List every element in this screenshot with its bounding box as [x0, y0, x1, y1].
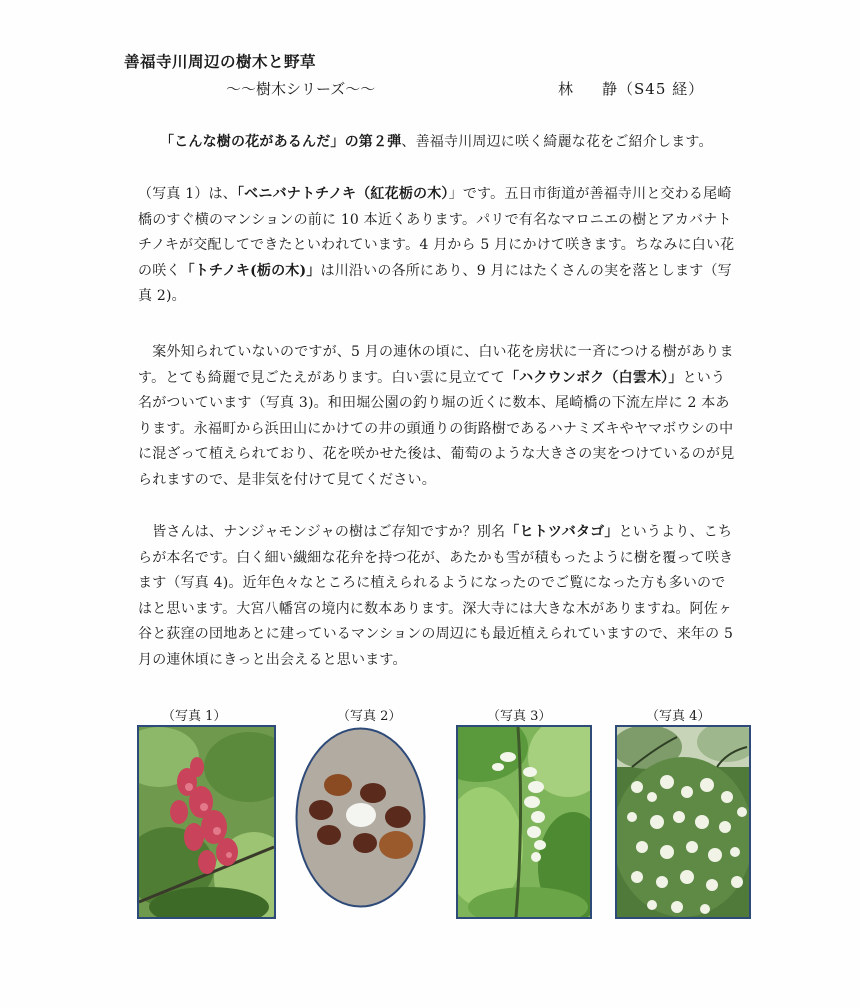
photo-4-label: （写真 4） [646, 709, 711, 724]
document-title: 善福寺川周辺の樹木と野草 [124, 52, 317, 71]
intro-text: 、善福寺川周辺に咲く綺麗な花をご紹介します。 [401, 134, 713, 150]
paragraph-hitotsubatago [138, 520, 738, 673]
paragraph-text: 」です。五日市街道が善福寺川と交わる尾崎橋のすぐ横のマンションの前に 10 本近くあります。パリで有名なマロニエの樹とアカバナトチノキが交配してできたといわれています。4 月から 5 月にかけて咲きます。ちなみに白い花の咲く [138, 186, 735, 279]
author-byline [558, 78, 704, 99]
paragraph-text: 案外知られていないのですが、5 月の連休の頃に、白い花を房状に一斉につける樹があります。とても綺麗で見ごたえがあります。白い雲に見立てて [138, 344, 734, 386]
paragraph-bold: 「ヒトツバタゴ」 [505, 524, 619, 540]
paragraph-text: （写真 1）は、 [138, 186, 237, 202]
paragraph-bold: 「ハクウンボク（白雲木）」 [504, 369, 683, 386]
photo-1-label: （写真 1） [162, 709, 227, 724]
photo-3-label: （写真 3） [487, 709, 552, 724]
document-subtitle: 〜〜樹木シリーズ〜〜 [226, 80, 376, 98]
photo-2-tochinoki-seeds [293, 725, 428, 910]
paragraph-bold: 「ベニバナトチノキ（紅花栃の木） [236, 186, 449, 202]
author-note: （S45 経） [618, 80, 705, 98]
photo-4-hitotsubatago [615, 725, 751, 919]
paragraph-hakuunboku [138, 340, 738, 493]
photo-1-benibana-tochinoki [137, 725, 276, 919]
paragraph-text: というより、こちらが本名です。白く細い繊細な花弁を持つ花が、あたかも雪が積もったように樹を覆って咲きます（写真 4)。近年色々なところに植えられるようになったのでご覧になった方も多いのではと思います。大宮八幡宮の境内に数本あります。深大寺には大きな木がありますね。阿佐ヶ谷と荻窪の団地あとに建っているマンションの周辺にも最近植えられていますので、来年の 5 月の連休頃にきっと出会えると思います。 [138, 524, 734, 668]
paragraph-bold: 「トチノキ(栃の木)」 [180, 262, 321, 279]
photo-2-label: （写真 2） [337, 709, 402, 724]
paragraph-text: は川沿いの各所にあり、9 月にはたくさんの実を落とします（写真 2)。 [138, 262, 732, 304]
intro-paragraph [160, 130, 750, 156]
paragraph-text: 皆さんは、ナンジャモンジャの樹はご存知ですか？別名 [138, 524, 506, 540]
intro-bold: 「こんな樹の花があるんだ」の第２弾 [160, 134, 402, 150]
paragraph-benibana-tochinoki [138, 182, 738, 310]
photo-3-hakuunboku [456, 725, 592, 919]
author-given-name: 静 [602, 80, 619, 98]
author-family-name: 林 [558, 80, 575, 98]
paragraph-text: という名がついています（写真 3)。和田堀公園の釣り堀の近くに数本、尾崎橋の下流左岸に 2 本あります。永福町から浜田山にかけての井の頭通りの街路樹であるハナミズキやヤマボウシの中に混ざって植えられており、花を咲かせた後は、葡萄のような大きさの実をつけているのが見られますので、是非気を付けて見てください。 [138, 369, 735, 488]
